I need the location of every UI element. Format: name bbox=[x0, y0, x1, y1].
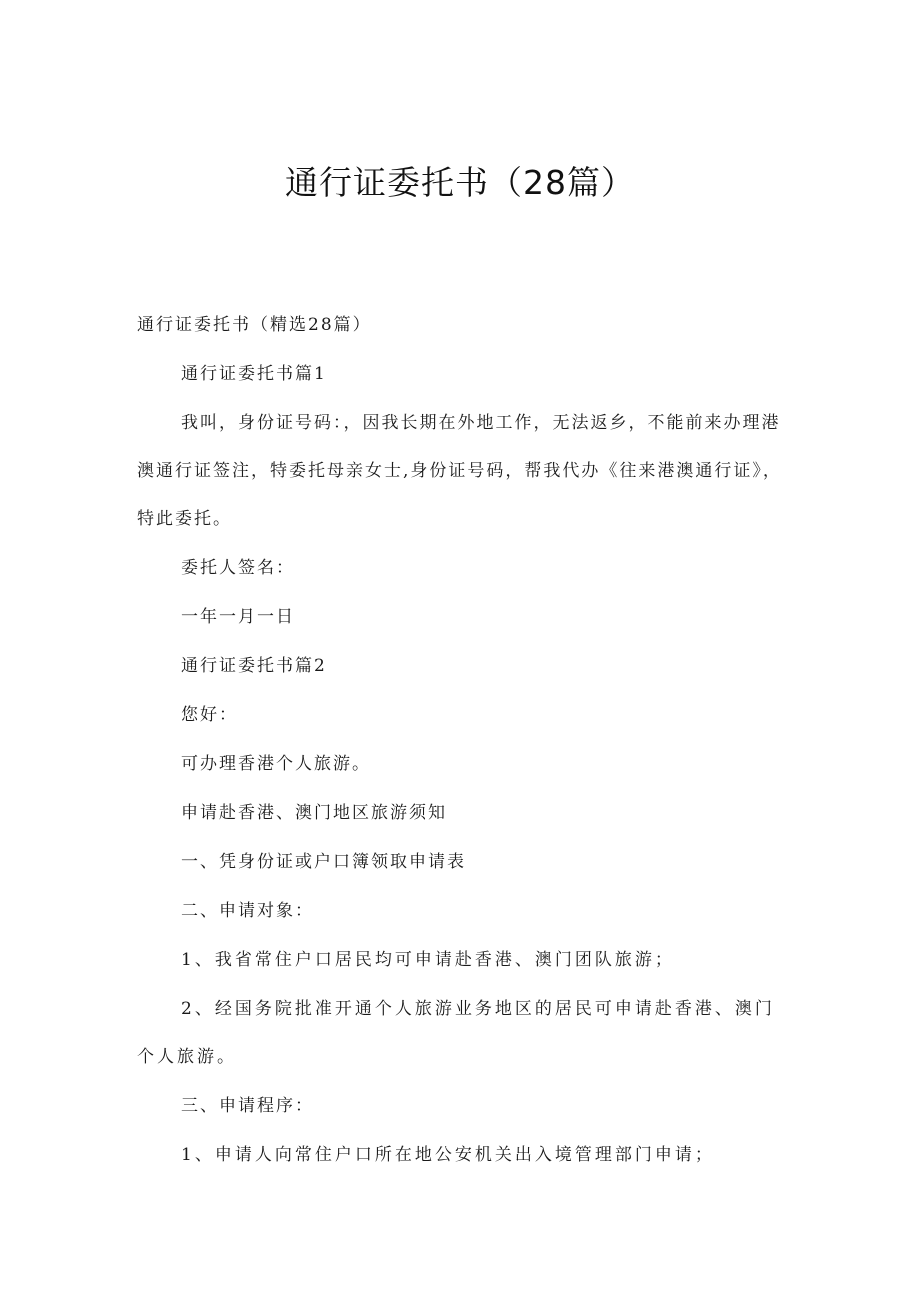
paragraph: 委托人签名： bbox=[181, 558, 295, 578]
paragraph: 1、申请人向常住户口所在地公安机关出入境管理部门申请； bbox=[181, 1145, 715, 1165]
paragraph: 我叫，身份证号码：，因我长期在外地工作，无法返乡，不能前来办理港澳通行证签注，特委托母亲女士,身份证号码，帮我代办《往来港澳通行证》，特此委托。 bbox=[137, 413, 782, 529]
paragraph: 一年一月一日 bbox=[181, 607, 295, 627]
paragraph: 可办理香港个人旅游。 bbox=[181, 754, 371, 774]
section-heading: 通行证委托书篇2 bbox=[181, 656, 327, 676]
paragraph: 2、经国务院批准开通个人旅游业务地区的居民可申请赴香港、澳门个人旅游。 bbox=[137, 999, 775, 1067]
paragraph: 您好： bbox=[181, 705, 238, 725]
paragraph: 一、凭身份证或户口簿领取申请表 bbox=[181, 852, 466, 872]
paragraph: 1、我省常住户口居民均可申请赴香港、澳门团队旅游； bbox=[181, 950, 675, 970]
document-subtitle: 通行证委托书（精选28篇） bbox=[137, 315, 372, 335]
document-body bbox=[137, 313, 785, 1192]
section-heading: 通行证委托书篇1 bbox=[181, 364, 327, 384]
paragraph: 三、申请程序： bbox=[181, 1096, 314, 1116]
paragraph: 二、申请对象： bbox=[181, 901, 314, 921]
paragraph: 申请赴香港、澳门地区旅游须知 bbox=[181, 803, 447, 823]
document-title: 通行证委托书（28篇） bbox=[285, 163, 635, 202]
